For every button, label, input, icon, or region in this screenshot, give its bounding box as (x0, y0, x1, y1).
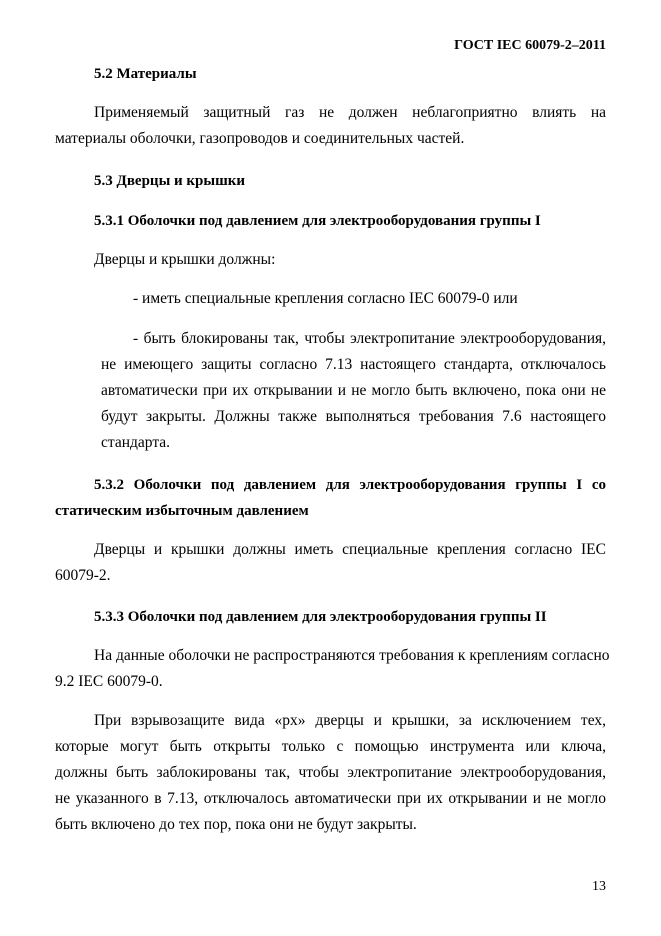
section-5-3-3-para-1-line-1: На данные оболочки не распространяются требования к креплениям согласно (94, 647, 610, 664)
section-5-3-2-text-line-1: Дверцы и крышки должны иметь специальные крепления согласно IEC (94, 541, 606, 558)
section-5-3-3-para-1-line-2: 9.2 IEC 60079-0. (55, 673, 163, 690)
section-5-3-1-title: 5.3.1 Оболочки под давлением для электрооборудования группы I (94, 213, 541, 229)
list-item-2-line-1: - быть блокированы так, чтобы электропитание электрооборудования, (133, 330, 606, 347)
list-item-2-line-2: не имеющего защиты согласно 7.13 настоящего стандарта, отключалось (101, 356, 606, 373)
section-5-3-2-title-line-1: 5.3.2 Оболочки под давлением для электрооборудования группы I со (94, 477, 606, 493)
section-5-3-title: 5.3 Дверцы и крышки (94, 173, 246, 189)
section-5-3-3-para-2-line-1: При взрывозащите вида «px» дверцы и крышки, за исключением тех, (94, 712, 606, 729)
list-item-2-line-4: будут закрыты. Должны также выполняться требования 7.6 настоящего (101, 408, 606, 425)
page-number: 13 (592, 879, 606, 894)
list-item-1: - иметь специальные крепления согласно IEC 60079-0 или (133, 290, 518, 307)
list-item-2-line-3: автоматически при их открывании и не могло быть включено, пока они не (101, 382, 606, 399)
section-5-3-3-para-2-line-2: которые могут быть открыты только с помощью инструмента или ключа, (55, 738, 606, 755)
section-5-3-3-para-2-line-3: должны быть заблокированы так, чтобы электропитание электрооборудования, (55, 764, 606, 781)
section-5-2-text-line-1: Применяемый защитный газ не должен неблагоприятно влиять на (94, 104, 606, 121)
standard-designation: ГОСТ IEC 60079-2–2011 (454, 38, 606, 53)
section-5-2-title: 5.2 Материалы (94, 66, 197, 82)
section-5-2-text-line-2: материалы оболочки, газопроводов и соединительных частей. (55, 130, 465, 147)
list-item-2-line-5: стандарта. (101, 434, 171, 451)
section-5-3-3-title: 5.3.3 Оболочки под давлением для электрооборудования группы II (94, 609, 547, 625)
section-5-3-2-text-line-2: 60079-2. (55, 567, 111, 584)
section-5-3-3-para-2-line-5: быть включено до тех пор, пока они не будут закрыты. (55, 816, 417, 833)
section-5-3-3-para-2-line-4: не указанного в 7.13, отключалось автоматически при их открывании и не могло (55, 790, 606, 807)
section-5-3-2-title-line-2: статическим избыточным давлением (55, 503, 309, 519)
section-5-3-1-intro: Дверцы и крышки должны: (94, 251, 276, 268)
